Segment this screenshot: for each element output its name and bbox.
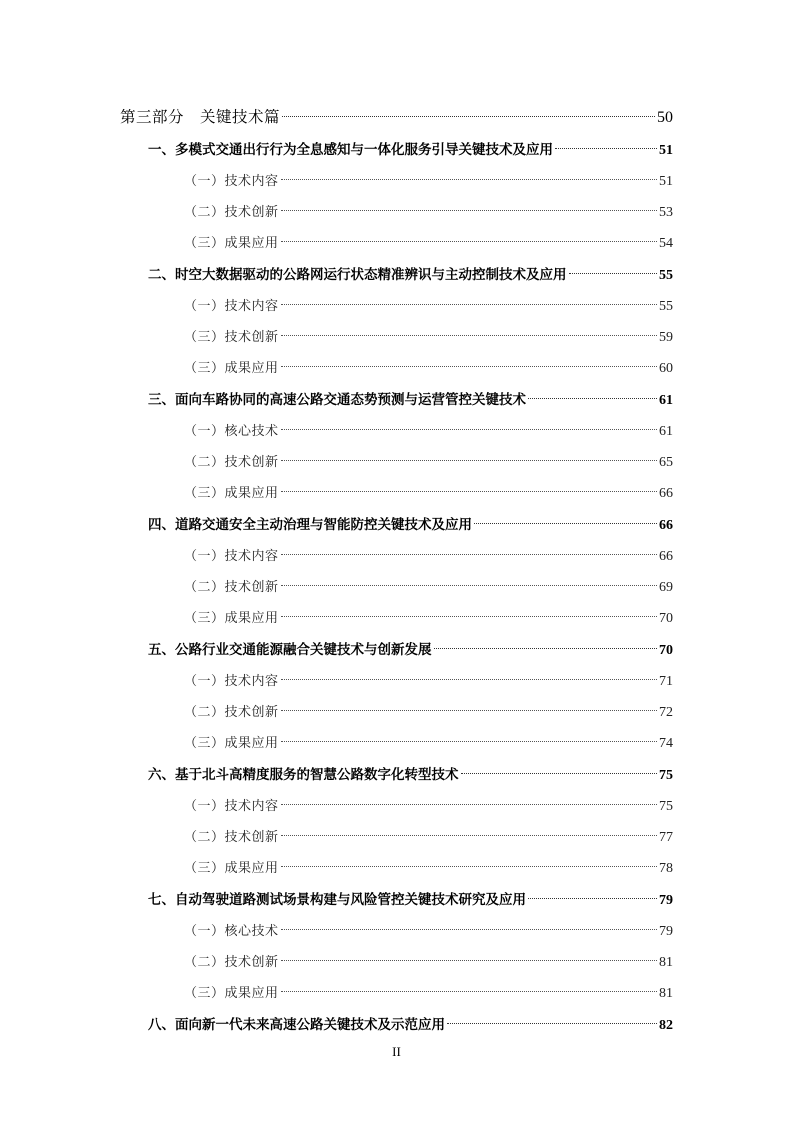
- toc-section-title: （二）技术创新: [184, 705, 279, 720]
- toc-section-title: （一）技术内容: [184, 174, 279, 189]
- toc-leader-dots: [281, 350, 657, 372]
- toc-page-number: 69: [659, 580, 673, 595]
- toc-page-number: 55: [659, 268, 673, 283]
- toc-page-number: 79: [659, 893, 673, 908]
- toc-section-title: （三）成果应用: [184, 486, 279, 501]
- toc-chapter-title: 八、面向新一代未来高速公路关键技术及示范应用: [148, 1017, 445, 1033]
- toc-page-number: 81: [659, 986, 673, 1001]
- toc-page-number: 82: [659, 1018, 673, 1033]
- toc-section-entry[interactable]: [184, 913, 673, 939]
- toc-section-title: （二）技术创新: [184, 955, 279, 970]
- toc-chapter-title: 二、时空大数据驱动的公路网运行状态精准辨识与主动控制技术及应用: [148, 267, 567, 283]
- toc-chapter-title: 四、道路交通安全主动治理与智能防控关键技术及应用: [148, 517, 472, 533]
- toc-page-number: 72: [659, 705, 673, 720]
- toc-section-title: （二）技术创新: [184, 455, 279, 470]
- toc-page-number: 79: [659, 924, 673, 939]
- toc-page-number: 78: [659, 861, 673, 876]
- toc-leader-dots: [281, 413, 657, 435]
- toc-chapter-title: 六、基于北斗高精度服务的智慧公路数字化转型技术: [148, 767, 459, 783]
- toc-page-number: 54: [659, 236, 673, 251]
- toc-page-number: 60: [659, 361, 673, 376]
- toc-leader-dots: [281, 288, 657, 310]
- toc-leader-dots: [281, 694, 657, 716]
- toc-section-title: （三）成果应用: [184, 986, 279, 1001]
- toc-section-title: （一）技术内容: [184, 299, 279, 314]
- toc-section-entry[interactable]: [184, 288, 673, 314]
- toc-page-number: 74: [659, 736, 673, 751]
- toc-section-title: （一）核心技术: [184, 424, 279, 439]
- toc-chapter-title: 一、多模式交通出行行为全息感知与一体化服务引导关键技术及应用: [148, 142, 553, 158]
- toc-section-title: （二）技术创新: [184, 205, 279, 220]
- toc-leader-dots: [281, 663, 657, 685]
- toc-section-entry[interactable]: [184, 225, 673, 251]
- toc-section-title: （一）技术内容: [184, 549, 279, 564]
- toc-section-entry[interactable]: [184, 600, 673, 626]
- toc-leader-dots: [281, 194, 657, 216]
- toc-section-entry[interactable]: [184, 444, 673, 470]
- toc-leader-dots: [461, 757, 658, 779]
- toc-section-entry[interactable]: [184, 819, 673, 845]
- toc-leader-dots: [281, 163, 657, 185]
- toc-section-entry[interactable]: [184, 788, 673, 814]
- toc-page-number: 65: [659, 455, 673, 470]
- toc-page-number: 70: [659, 643, 673, 658]
- toc-page-number: 53: [659, 205, 673, 220]
- toc-page-number: 81: [659, 955, 673, 970]
- toc-section-title: （三）成果应用: [184, 611, 279, 626]
- toc-section-entry[interactable]: [184, 538, 673, 564]
- toc-page-number: 77: [659, 830, 673, 845]
- toc-chapter-entry[interactable]: [148, 757, 673, 783]
- toc-section-title: （三）成果应用: [184, 236, 279, 251]
- toc-leader-dots: [281, 913, 657, 935]
- toc-chapter-entry[interactable]: [148, 132, 673, 158]
- toc-page-number: 61: [659, 393, 673, 408]
- toc-leader-dots: [528, 382, 657, 404]
- toc-leader-dots: [281, 319, 657, 341]
- toc-section-title: （三）技术创新: [184, 330, 279, 345]
- toc-section-entry[interactable]: [184, 850, 673, 876]
- toc-page-number: 66: [659, 518, 673, 533]
- toc-section-entry[interactable]: [184, 569, 673, 595]
- footer-page-number: II: [392, 1044, 401, 1059]
- toc-leader-dots: [528, 882, 657, 904]
- toc-section-entry[interactable]: [184, 413, 673, 439]
- toc-page-number: 71: [659, 674, 673, 689]
- toc-page-number: 70: [659, 611, 673, 626]
- toc-leader-dots: [569, 257, 658, 279]
- toc-chapter-title: 三、面向车路协同的高速公路交通态势预测与运营管控关键技术: [148, 392, 526, 408]
- toc-section-entry[interactable]: [184, 475, 673, 501]
- toc-section-entry[interactable]: [184, 194, 673, 220]
- toc-section-title: （一）技术内容: [184, 799, 279, 814]
- toc-page-number: 61: [659, 424, 673, 439]
- toc-section-entry[interactable]: [184, 725, 673, 751]
- toc-leader-dots: [281, 944, 657, 966]
- toc-chapter-title: 七、自动驾驶道路测试场景构建与风险管控关键技术研究及应用: [148, 892, 526, 908]
- toc-leader-dots: [281, 850, 657, 872]
- toc-section-entry[interactable]: [184, 163, 673, 189]
- toc-chapter-entry[interactable]: [148, 632, 673, 658]
- toc-section-entry[interactable]: [184, 319, 673, 345]
- toc-leader-dots: [434, 632, 658, 654]
- toc-section-title: （一）核心技术: [184, 924, 279, 939]
- toc-leader-dots: [281, 975, 657, 997]
- toc-chapter-title: 五、公路行业交通能源融合关键技术与创新发展: [148, 642, 432, 658]
- toc-page-number: 59: [659, 330, 673, 345]
- toc-leader-dots: [281, 569, 657, 591]
- toc-part-entry[interactable]: [120, 100, 673, 126]
- toc-part-title: 第三部分 关键技术篇: [120, 108, 281, 126]
- toc-leader-dots: [281, 538, 657, 560]
- toc-leader-dots: [281, 444, 657, 466]
- toc-section-entry[interactable]: [184, 694, 673, 720]
- toc-page-number: 55: [659, 299, 673, 314]
- toc-page-number: 51: [659, 143, 673, 158]
- toc-leader-dots: [282, 100, 655, 122]
- toc-chapter-entry[interactable]: [148, 507, 673, 533]
- toc-page-number: 75: [659, 799, 673, 814]
- toc-leader-dots: [281, 475, 657, 497]
- toc-section-title: （三）成果应用: [184, 736, 279, 751]
- toc-chapter-entry[interactable]: [148, 257, 673, 283]
- toc-section-entry[interactable]: [184, 663, 673, 689]
- toc-leader-dots: [281, 225, 657, 247]
- toc-section-title: （二）技术创新: [184, 830, 279, 845]
- toc-section-title: （二）技术创新: [184, 580, 279, 595]
- toc-leader-dots: [281, 788, 657, 810]
- toc-page-number: 51: [659, 174, 673, 189]
- toc-chapter-entry[interactable]: [148, 1007, 673, 1033]
- toc-section-entry[interactable]: [184, 944, 673, 970]
- toc-section-title: （三）成果应用: [184, 361, 279, 376]
- toc-chapter-entry[interactable]: [148, 882, 673, 908]
- toc-page-number: 66: [659, 549, 673, 564]
- toc-page-number: 75: [659, 768, 673, 783]
- toc-leader-dots: [447, 1007, 657, 1029]
- toc-section-entry[interactable]: [184, 975, 673, 1001]
- toc-leader-dots: [281, 819, 657, 841]
- toc-page-number: 50: [657, 109, 673, 126]
- toc-section-entry[interactable]: [184, 350, 673, 376]
- toc-section-title: （一）技术内容: [184, 674, 279, 689]
- toc-section-title: （三）成果应用: [184, 861, 279, 876]
- toc-chapter-entry[interactable]: [148, 382, 673, 408]
- toc-leader-dots: [281, 725, 657, 747]
- toc-page-number: 66: [659, 486, 673, 501]
- toc-leader-dots: [474, 507, 657, 529]
- toc-leader-dots: [555, 132, 657, 154]
- toc-leader-dots: [281, 600, 657, 622]
